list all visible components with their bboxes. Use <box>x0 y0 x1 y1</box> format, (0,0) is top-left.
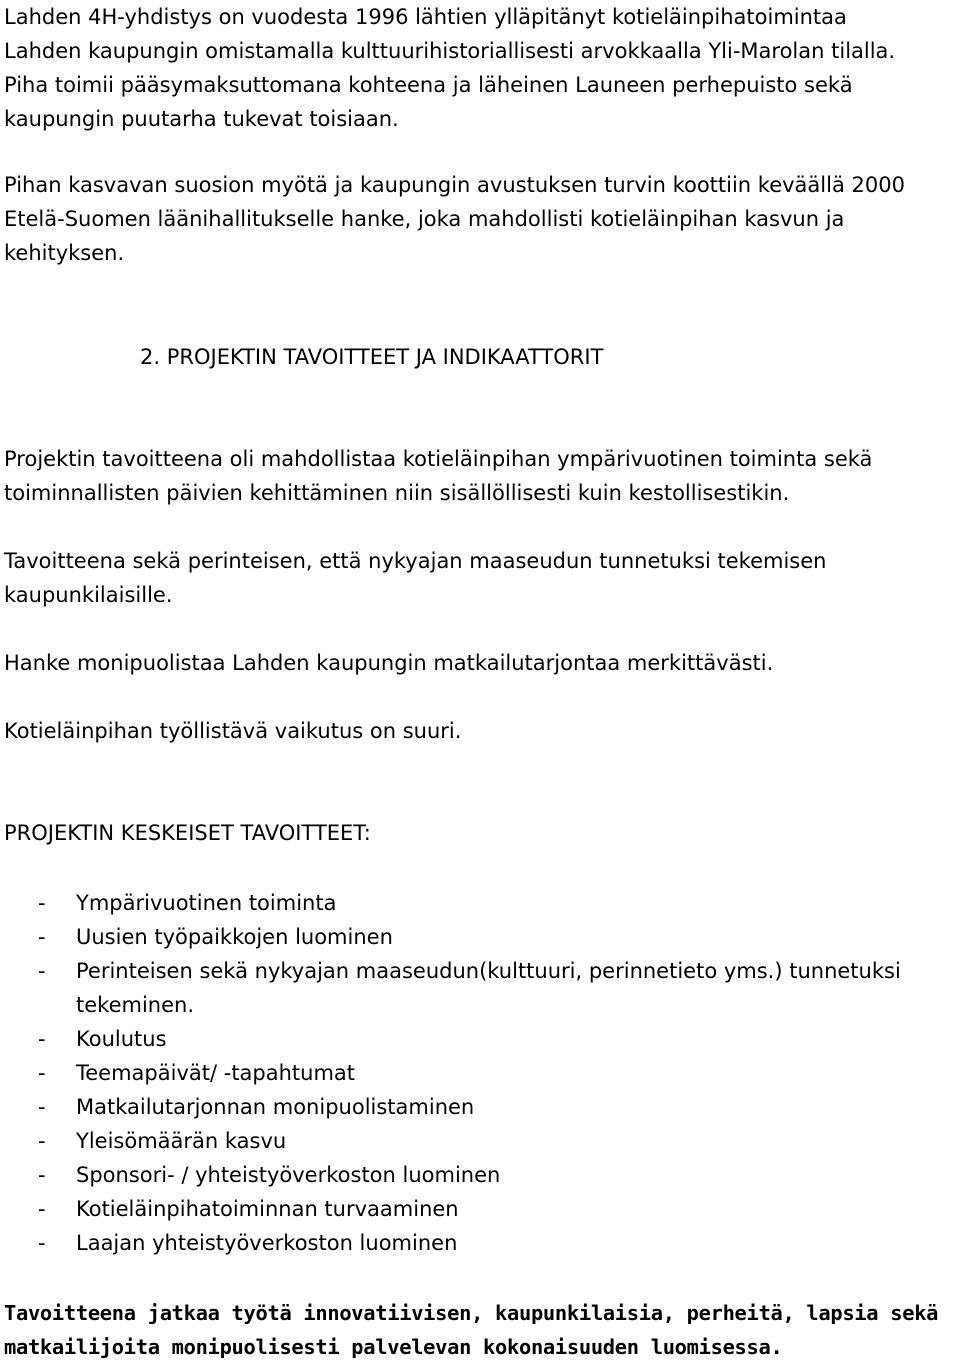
list-item-text: Yleisömäärän kasvu <box>76 1129 287 1153</box>
list-item <box>4 920 954 954</box>
bullet-dash: - <box>38 1231 46 1255</box>
list-item-text: Ympärivuotinen toiminta <box>76 891 337 915</box>
goal-line: Projektin tavoitteena oli mahdollistaa kotieläinpihan ympärivuotinen toiminta sekä <box>4 447 873 471</box>
history-line: Etelä-Suomen läänihallitukselle hanke, joka mahdollisti kotieläinpihan kasvun ja <box>4 207 845 231</box>
list-item-text: Sponsori- / yhteistyöverkoston luominen <box>76 1163 501 1187</box>
intro-line: Lahden 4H-yhdistys on vuodesta 1996 lähtien ylläpitänyt kotieläinpihatoimintaa <box>4 5 847 29</box>
intro-line: Piha toimii pääsymaksuttomana kohteena ja läheinen Launeen perhepuisto sekä <box>4 73 853 97</box>
list-item <box>4 886 954 920</box>
goal-paragraph-1 <box>4 442 872 510</box>
key-goals-list <box>4 886 954 1260</box>
history-line: Pihan kasvavan suosion myötä ja kaupungin avustuksen turvin koottiin keväällä 2000 <box>4 173 905 197</box>
list-item-text: Uusien työpaikkojen luominen <box>76 925 393 949</box>
list-item-continuation: tekeminen. <box>76 993 194 1017</box>
goal-line: kaupunkilaisille. <box>4 583 173 607</box>
bullet-dash: - <box>38 1163 46 1187</box>
bullet-dash: - <box>38 1027 46 1051</box>
list-item <box>4 1124 954 1158</box>
closing-line: matkailijoita monipuolisesti palvelevan kokonaisuuden luomisessa. <box>4 1335 783 1359</box>
intro-line: Lahden kaupungin omistamalla kulttuurihistoriallisesti arvokkaalla Yli-Marolan tilalla. <box>4 39 896 63</box>
bullet-dash: - <box>38 925 46 949</box>
bullet-dash: - <box>38 1095 46 1119</box>
list-item <box>4 1022 954 1056</box>
goal-paragraph-4: Kotieläinpihan työllistävä vaikutus on suuri. <box>4 719 462 743</box>
list-item-text: Koulutus <box>76 1027 167 1051</box>
bullet-dash: - <box>38 1061 46 1085</box>
list-item <box>4 1192 954 1226</box>
intro-line: kaupungin puutarha tukevat toisiaan. <box>4 107 399 131</box>
goal-line: toiminnallisten päivien kehittäminen niin sisällöllisesti kuin kestollisestikin. <box>4 481 790 505</box>
bullet-dash: - <box>38 959 46 983</box>
list-item <box>4 954 954 1022</box>
list-item-text: Matkailutarjonnan monipuolistaminen <box>76 1095 475 1119</box>
list-item <box>4 1158 954 1192</box>
list-item-text: Teemapäivät/ -tapahtumat <box>76 1061 356 1085</box>
list-item <box>4 1226 954 1260</box>
list-item-text: Kotieläinpihatoiminnan turvaaminen <box>76 1197 459 1221</box>
list-item-text: Perinteisen sekä nykyajan maaseudun(kulttuuri, perinnetieto yms.) tunnetuksi <box>76 959 901 983</box>
list-item-text: Laajan yhteistyöverkoston luominen <box>76 1231 458 1255</box>
intro-paragraph <box>4 0 895 136</box>
key-goals-heading: PROJEKTIN KESKEISET TAVOITTEET: <box>4 821 371 845</box>
section-heading: 2. PROJEKTIN TAVOITTEET JA INDIKAATTORIT <box>140 345 604 369</box>
goal-paragraph-2 <box>4 544 826 612</box>
bullet-dash: - <box>38 1129 46 1153</box>
closing-line: Tavoitteena jatkaa työtä innovatiivisen, kaupunkilaisia, perheitä, lapsia sekä <box>4 1301 939 1325</box>
history-line: kehityksen. <box>4 241 125 265</box>
list-item <box>4 1090 954 1124</box>
list-item <box>4 1056 954 1090</box>
closing-statement <box>4 1296 938 1364</box>
bullet-dash: - <box>38 891 46 915</box>
goal-line: Tavoitteena sekä perinteisen, että nykyajan maaseudun tunnetuksi tekemisen <box>4 549 827 573</box>
goal-paragraph-3: Hanke monipuolistaa Lahden kaupungin matkailutarjontaa merkittävästi. <box>4 651 774 675</box>
history-paragraph <box>4 168 905 270</box>
bullet-dash: - <box>38 1197 46 1221</box>
